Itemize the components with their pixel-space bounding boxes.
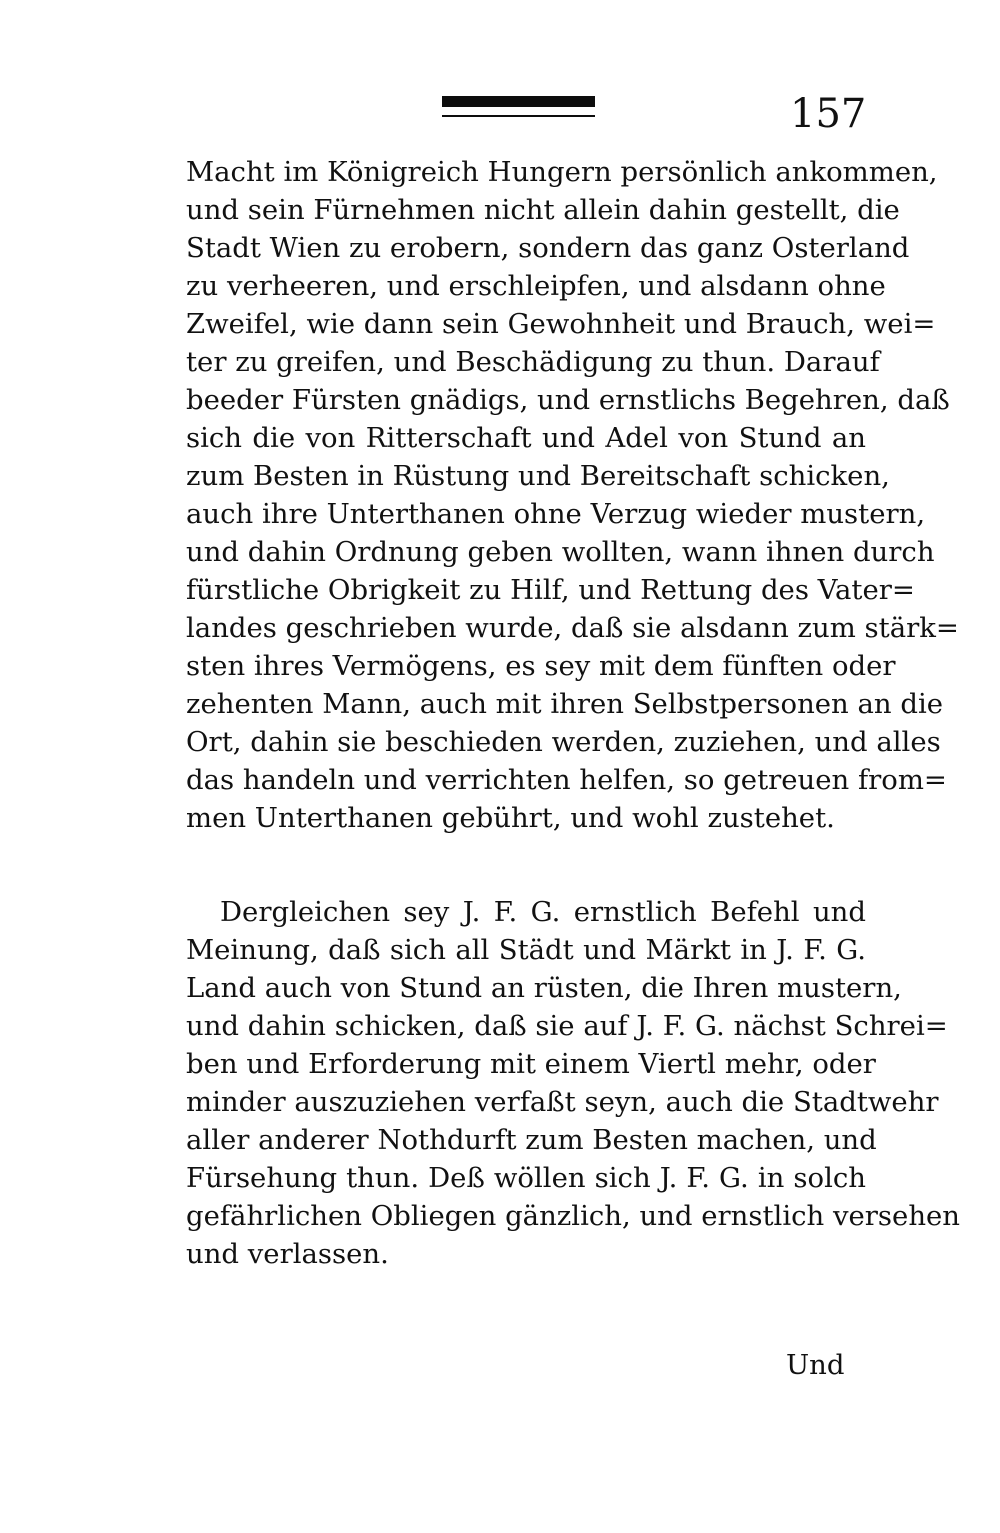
- text-line: Land auch von Stund an rüsten, die Ihren mustern,: [186, 972, 902, 1004]
- text-line: und verlassen.: [186, 1238, 389, 1270]
- paragraph-1: [186, 153, 959, 837]
- text-line: Ort, dahin sie beschieden werden, zuziehen, und alles: [186, 726, 941, 758]
- text-line: und sein Fürnehmen nicht allein dahin gestellt, die: [186, 194, 900, 226]
- text-line: zu verheeren, und erschleipfen, und alsdann ohne: [186, 270, 886, 302]
- text-line: ben und Erforderung mit einem Viertl mehr, oder: [186, 1048, 876, 1080]
- text-line: beeder Fürsten gnädigs, und ernstlichs Begehren, daß: [186, 384, 950, 416]
- text-line: Stadt Wien zu erobern, sondern das ganz Osterland: [186, 232, 910, 264]
- paragraph-2: [186, 893, 961, 1273]
- text-line: und dahin schicken, daß sie auf J. F. G. nächst Schrei=: [186, 1010, 948, 1042]
- catchword: Und: [786, 1349, 845, 1381]
- text-line: fürstliche Obrigkeit zu Hilf, und Rettung des Vater=: [186, 574, 915, 606]
- text-line: sich die von Ritterschaft und Adel von Stund an: [186, 422, 866, 454]
- text-line: zum Besten in Rüstung und Bereitschaft schicken,: [186, 460, 890, 492]
- text-line: ter zu greifen, und Beschädigung zu thun. Darauf: [186, 346, 880, 378]
- text-line: zehenten Mann, auch mit ihren Selbstpersonen an die: [186, 688, 944, 720]
- text-line: Zweifel, wie dann sein Gewohnheit und Brauch, wei=: [186, 308, 936, 340]
- text-line: minder auszuziehen verfaßt seyn, auch die Stadtwehr: [186, 1086, 939, 1118]
- text-line: Fürsehung thun. Deß wöllen sich J. F. G. in solch: [186, 1162, 866, 1194]
- text-line: sten ihres Vermögens, es sey mit dem fünften oder: [186, 650, 896, 682]
- text-line: men Unterthanen gebührt, und wohl zustehet.: [186, 802, 835, 834]
- text-line: und dahin Ordnung geben wollten, wann ihnen durch: [186, 536, 935, 568]
- text-line: landes geschrieben wurde, daß sie alsdann zum stärk=: [186, 612, 959, 644]
- text-line: Macht im Königreich Hungern persönlich ankommen,: [186, 156, 938, 188]
- text-line: das handeln und verrichten helfen, so getreuen from=: [186, 764, 947, 796]
- text-line: aller anderer Nothdurft zum Besten machen, und: [186, 1124, 877, 1156]
- header-rule-thick: [442, 96, 595, 107]
- header-rule-thin: [442, 115, 595, 117]
- text-line: Meinung, daß sich all Städt und Märkt in J. F. G.: [186, 934, 866, 966]
- header-rule: [442, 96, 595, 117]
- page-number: 157: [790, 91, 867, 137]
- text-line: Dergleichen sey J. F. G. ernstlich Befehl und: [220, 896, 866, 928]
- text-line: auch ihre Unterthanen ohne Verzug wieder mustern,: [186, 498, 926, 530]
- text-line: gefährlichen Obliegen gänzlich, und ernstlich versehen: [186, 1200, 961, 1232]
